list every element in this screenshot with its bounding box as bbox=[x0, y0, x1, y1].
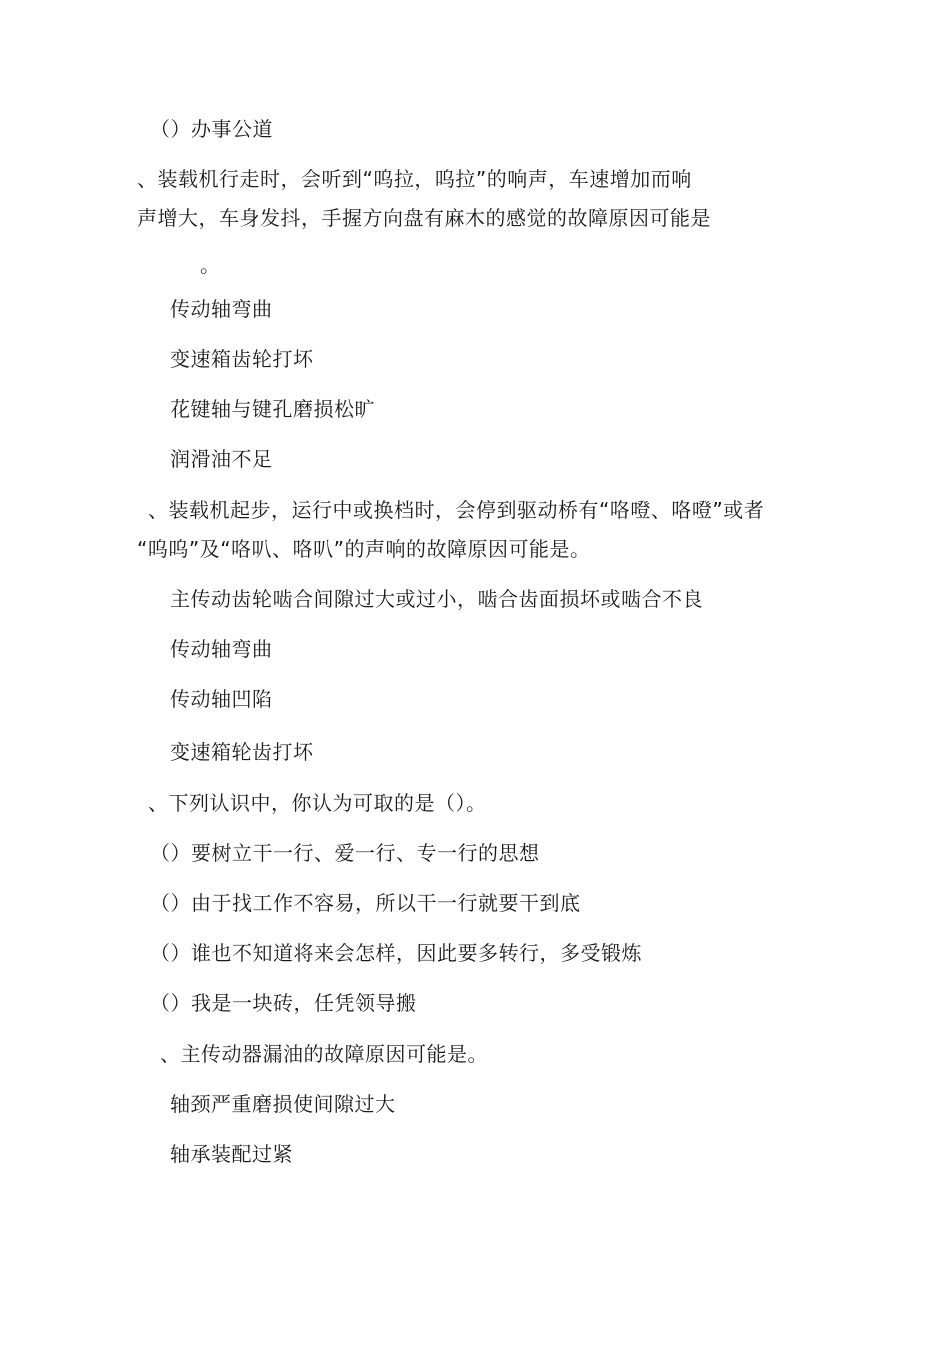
question-4-option-b: 轴承装配过紧 bbox=[170, 1142, 293, 1166]
question-1-stem-line-2: 声增大，车身发抖，手握方向盘有麻木的感觉的故障原因可能是 bbox=[137, 206, 711, 230]
question-3-option-b: （）由于找工作不容易，所以干一行就要干到底 bbox=[150, 891, 581, 915]
prev-question-option-d: （）办事公道 bbox=[150, 117, 273, 141]
question-4-option-a: 轴颈严重磨损使间隙过大 bbox=[170, 1092, 396, 1116]
question-2-option-d: 变速箱轮齿打坏 bbox=[170, 740, 314, 764]
question-1-stem-line-1: 、装载机行走时，会听到“呜拉，呜拉”的响声，车速增加而响 bbox=[137, 167, 692, 191]
question-1-stem-line-3: 。 bbox=[200, 253, 221, 277]
question-2-option-b: 传动轴弯曲 bbox=[170, 637, 273, 661]
question-2-option-a: 主传动齿轮啮合间隙过大或过小，啮合齿面损坏或啮合不良 bbox=[170, 587, 703, 611]
question-1-option-d: 润滑油不足 bbox=[170, 447, 273, 471]
question-3-option-d: （）我是一块砖，任凭领导搬 bbox=[150, 991, 417, 1015]
question-3-stem: 、下列认识中，你认为可取的是（）。 bbox=[148, 791, 487, 815]
question-1-option-c: 花键轴与键孔磨损松旷 bbox=[170, 397, 375, 421]
question-3-option-c: （）谁也不知道将来会怎样，因此要多转行，多受锻炼 bbox=[150, 941, 642, 965]
question-4-stem: 、主传动器漏油的故障原因可能是。 bbox=[160, 1042, 488, 1066]
question-3-option-a: （）要树立干一行、爱一行、专一行的思想 bbox=[150, 841, 540, 865]
question-2-stem-line-2: “呜呜”及“咯叭、咯叭”的声响的故障原因可能是。 bbox=[137, 537, 591, 561]
question-1-option-b: 变速箱齿轮打坏 bbox=[170, 347, 314, 371]
question-2-stem-line-1: 、装载机起步，运行中或换档时，会停到驱动桥有“咯噔、咯噔”或者 bbox=[148, 498, 765, 522]
question-1-option-a: 传动轴弯曲 bbox=[170, 297, 273, 321]
question-2-option-c: 传动轴凹陷 bbox=[170, 687, 273, 711]
